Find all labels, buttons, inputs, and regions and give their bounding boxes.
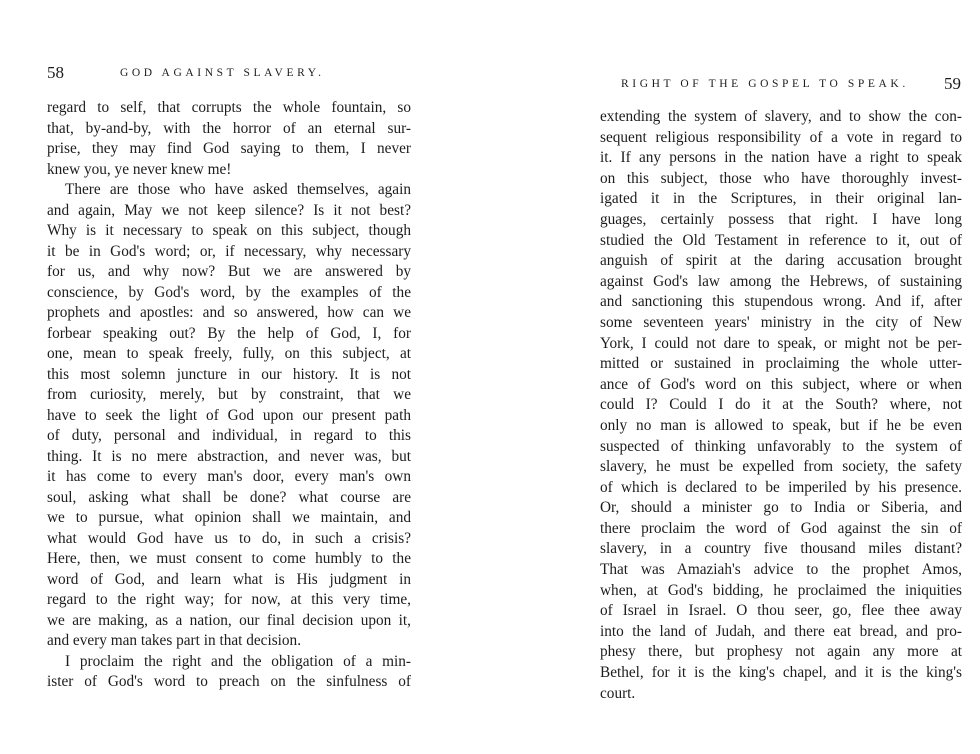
text-line: Or, should a minister go to India or Siberia, and xyxy=(600,499,962,517)
text-line: some seventeen years' ministry in the city of New xyxy=(600,313,962,331)
text-line: it has come to every man's door, every man's own xyxy=(47,468,411,485)
text-line: only no man is allowed to speak, but if he be even xyxy=(600,416,962,434)
running-title: GOD AGAINST SLAVERY. xyxy=(120,67,325,79)
text-line: ance of God's word on this subject, where or when xyxy=(600,375,962,393)
text-line: could I? Could I do it at the South? where, not xyxy=(600,396,962,414)
text-line: extending the system of slavery, and to show the con- xyxy=(600,108,962,125)
text-line: and sanctioning this stupendous wrong. And if, after xyxy=(600,293,962,311)
text-line: Bethel, for it is the king's chapel, and it is the king's xyxy=(600,664,962,682)
text-line: when, at God's bidding, he proclaimed the iniquities xyxy=(600,581,962,599)
text-line: and again, May we not keep silence? Is it not best? xyxy=(47,201,411,219)
text-line: slavery, he must be expelled from society, the safety xyxy=(600,458,962,476)
text-line: of Israel in Israel. O thou seer, go, flee thee away xyxy=(600,602,962,620)
text-line: what would God have us to do, in such a crisis? xyxy=(47,529,411,547)
text-line: igated it in the Scriptures, in their original lan- xyxy=(600,190,962,208)
text-line: there proclaim the word of God against the sin of xyxy=(600,519,962,537)
text-line: one, mean to speak freely, fully, on this subject, at xyxy=(47,345,411,362)
text-line: soul, asking what shall be done? what course are xyxy=(47,488,411,506)
text-line: it be in God's word; or, if necessary, why necessary xyxy=(47,242,411,260)
text-line: for us, and why now? But we are answered by xyxy=(47,263,411,280)
text-line: of which is declared to be imperiled by his presence. xyxy=(600,478,962,496)
text-line: Why is it necessary to speak on this subject, though xyxy=(47,222,411,239)
text-line: of duty, personal and individual, in regard to this xyxy=(47,427,411,444)
page-number: 58 xyxy=(47,63,64,82)
text-line: have to seek the light of God upon our present path xyxy=(47,406,411,424)
text-line: phesy there, but prophesy not again any more at xyxy=(600,643,962,661)
text-line: anguish of spirit at the daring accusation brought xyxy=(600,252,962,270)
text-line: guages, certainly possess that right. I have long xyxy=(600,210,962,228)
text-line: regard to the right way; for now, at this very time, xyxy=(47,591,411,608)
text-line: knew you, ye never knew me! xyxy=(47,160,232,178)
text-line: on this subject, those who have thoroughly invest- xyxy=(600,169,962,187)
page-number: 59 xyxy=(944,74,961,93)
text-line: against God's law among the Hebrews, of sustaining xyxy=(600,272,962,290)
text-line: I proclaim the right and the obligation of a min- xyxy=(65,652,411,670)
text-line: from curiosity, merely, but by constraint, that we xyxy=(47,386,411,403)
text-line: this most solemn juncture in our history. It is not xyxy=(47,365,411,383)
text-line: we to pursue, what opinion shall we maintain, and xyxy=(47,509,411,526)
text-line: studied the Old Testament in reference to it, out of xyxy=(600,231,962,249)
text-line: word of God, and learn what is His judgment in xyxy=(47,570,411,588)
running-title: RIGHT OF THE GOSPEL TO SPEAK. xyxy=(621,78,909,90)
text-line: slavery, in a country five thousand miles distant? xyxy=(600,540,962,558)
text-line: Here, then, we must consent to come humbly to the xyxy=(47,550,411,567)
text-line: into the land of Judah, and there eat bread, and pro- xyxy=(600,622,962,640)
text-line: court. xyxy=(600,684,636,702)
text-line: ister of God's word to preach on the sinfulness of xyxy=(47,673,411,690)
text-line: sequent religious responsibility of a vote in regard to xyxy=(600,128,962,146)
text-line: we are making, as a nation, our final decision upon it, xyxy=(47,611,411,629)
text-line: York, I could not dare to speak, or might not be per- xyxy=(600,334,962,352)
page-text xyxy=(47,98,411,693)
text-line: suspected of thinking unfavorably to the system of xyxy=(600,437,962,455)
text-line: regard to self, that corrupts the whole fountain, so xyxy=(47,99,411,116)
text-line: thing. It is no mere abstraction, and never was, but xyxy=(47,447,411,465)
text-line: that, by-and-by, with the horror of an eternal sur- xyxy=(47,119,411,137)
page-text xyxy=(600,107,962,704)
text-line: prophets and apostles: and so answered, how can we xyxy=(47,304,411,321)
text-line: forbear speaking out? By the help of God, I, for xyxy=(47,324,411,342)
text-line: and every man takes part in that decision. xyxy=(47,632,302,649)
text-line: it. If any persons in the nation have a right to speak xyxy=(600,149,962,167)
text-line: There are those who have asked themselves, again xyxy=(65,181,411,198)
text-line: mitted or sustained in proclaiming the whole utter- xyxy=(600,355,962,373)
right-page xyxy=(490,0,980,754)
text-line: prise, they may find God saying to them, I never xyxy=(47,140,411,157)
text-line: conscience, by God's word, by the examples of the xyxy=(47,283,411,301)
text-line: That was Amaziah's advice to the prophet Amos, xyxy=(600,561,962,579)
